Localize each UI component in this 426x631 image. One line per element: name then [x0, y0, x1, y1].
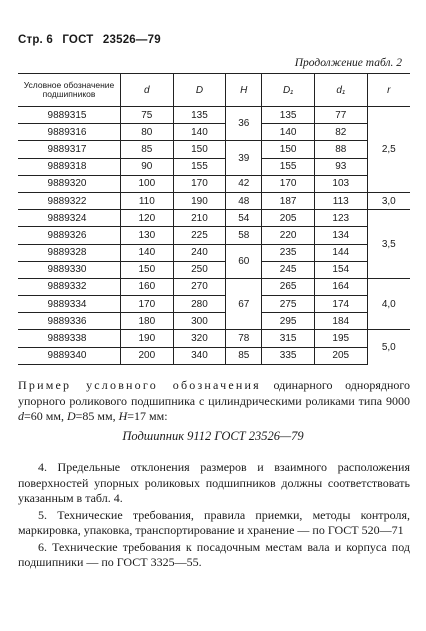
cell-H: 36 [226, 107, 262, 141]
table-row [18, 296, 410, 313]
cell-d1: 77 [314, 107, 367, 124]
cell-d1: 164 [314, 278, 367, 295]
page-label: Стр. 6 [18, 34, 53, 46]
column-header-D1: D₁ [262, 74, 315, 107]
column-header-designation: Условное обозначение подшипников [18, 74, 121, 107]
cell-D: 280 [173, 296, 226, 313]
table-row [18, 141, 410, 158]
cell-D: 300 [173, 313, 226, 330]
cell-H: 85 [226, 347, 262, 364]
cell-code: 9889330 [18, 261, 121, 278]
cell-d1: 88 [314, 141, 367, 158]
cell-H: 39 [226, 141, 262, 175]
cell-d1: 93 [314, 158, 367, 175]
table-row [18, 261, 410, 278]
cell-D: 240 [173, 244, 226, 261]
cell-d1: 144 [314, 244, 367, 261]
cell-D: 190 [173, 192, 226, 209]
cell-d1: 205 [314, 347, 367, 364]
example-d-symbol: d [18, 409, 24, 423]
cell-code: 9889318 [18, 158, 121, 175]
numbered-items [18, 460, 410, 572]
cell-H: 78 [226, 330, 262, 347]
cell-d1: 174 [314, 296, 367, 313]
table-header-row [18, 74, 410, 107]
cell-H: 58 [226, 227, 262, 244]
cell-code: 9889328 [18, 244, 121, 261]
cell-d: 150 [121, 261, 174, 278]
cell-D1: 275 [262, 296, 315, 313]
column-header-H: H [226, 74, 262, 107]
example-H-symbol: H [118, 409, 128, 423]
cell-D1: 235 [262, 244, 315, 261]
table-continuation-note: Продолжение табл. 2 [294, 57, 402, 69]
cell-D1: 155 [262, 158, 315, 175]
cell-d: 80 [121, 124, 174, 141]
cell-D1: 220 [262, 227, 315, 244]
cell-code: 9889326 [18, 227, 121, 244]
table-row [18, 124, 410, 141]
cell-d1: 154 [314, 261, 367, 278]
cell-D1: 315 [262, 330, 315, 347]
cell-D1: 265 [262, 278, 315, 295]
cell-H: 48 [226, 192, 262, 209]
column-header-D: D [173, 74, 226, 107]
example-heading: Пример условного обозначения [18, 378, 261, 392]
cell-d1: 195 [314, 330, 367, 347]
cell-r: 2,5 [367, 107, 410, 193]
cell-D: 270 [173, 278, 226, 295]
cell-H: 67 [226, 278, 262, 330]
cell-D: 170 [173, 175, 226, 192]
cell-d: 130 [121, 227, 174, 244]
cell-D1: 205 [262, 210, 315, 227]
standard-label: ГОСТ [62, 34, 94, 46]
cell-D1: 335 [262, 347, 315, 364]
item-6: 6. Технические требования к посадочным местам вала и корпуса под подшипники — по ГОСТ 3325—55. [18, 539, 410, 569]
example-D-symbol: D [66, 409, 76, 423]
cell-d1: 134 [314, 227, 367, 244]
cell-r: 5,0 [367, 330, 410, 364]
cell-d: 170 [121, 296, 174, 313]
cell-code: 9889320 [18, 175, 121, 192]
cell-D1: 170 [262, 175, 315, 192]
column-header-r: r [367, 74, 410, 107]
cell-D: 340 [173, 347, 226, 364]
table-row [18, 330, 410, 347]
cell-code: 9889317 [18, 141, 121, 158]
table-row [18, 227, 410, 244]
cell-code: 9889336 [18, 313, 121, 330]
cell-code: 9889324 [18, 210, 121, 227]
cell-d: 160 [121, 278, 174, 295]
example-paragraph [18, 378, 410, 425]
page-header [18, 34, 167, 46]
cell-d: 100 [121, 175, 174, 192]
cell-D: 225 [173, 227, 226, 244]
table-row [18, 107, 410, 124]
cell-d: 110 [121, 192, 174, 209]
cell-d: 200 [121, 347, 174, 364]
cell-code: 9889322 [18, 192, 121, 209]
cell-code: 9889334 [18, 296, 121, 313]
cell-r: 4,0 [367, 278, 410, 330]
cell-D: 135 [173, 107, 226, 124]
bearing-dimensions-table [18, 73, 410, 365]
cell-D: 250 [173, 261, 226, 278]
cell-d1: 123 [314, 210, 367, 227]
table-row [18, 347, 410, 364]
cell-d: 85 [121, 141, 174, 158]
cell-d1: 113 [314, 192, 367, 209]
cell-d: 120 [121, 210, 174, 227]
cell-D1: 150 [262, 141, 315, 158]
cell-D: 140 [173, 124, 226, 141]
cell-d: 190 [121, 330, 174, 347]
table-row [18, 210, 410, 227]
cell-D: 150 [173, 141, 226, 158]
example-d-value: =60 мм, [24, 409, 67, 423]
cell-d: 180 [121, 313, 174, 330]
cell-D: 155 [173, 158, 226, 175]
cell-code: 9889332 [18, 278, 121, 295]
example-text: одинарного однорядного упорного роликового подшипника с цилиндрическими роликами типа 9000 [18, 378, 410, 408]
standard-number: 23526—79 [102, 34, 161, 46]
cell-H: 42 [226, 175, 262, 192]
table-row [18, 244, 410, 261]
cell-D1: 295 [262, 313, 315, 330]
cell-code: 9889316 [18, 124, 121, 141]
column-header-d1: d₁ [314, 74, 367, 107]
bearing-designation: Подшипник 9112 ГОСТ 23526—79 [122, 429, 304, 443]
table-row [18, 192, 410, 209]
cell-r: 3,0 [367, 192, 410, 209]
cell-d: 140 [121, 244, 174, 261]
cell-H: 60 [226, 244, 262, 278]
cell-H: 54 [226, 210, 262, 227]
table-row [18, 175, 410, 192]
cell-D1: 245 [262, 261, 315, 278]
cell-d1: 184 [314, 313, 367, 330]
table-row [18, 313, 410, 330]
table-row [18, 158, 410, 175]
cell-d1: 103 [314, 175, 367, 192]
cell-d: 75 [121, 107, 174, 124]
cell-D1: 140 [262, 124, 315, 141]
cell-D: 320 [173, 330, 226, 347]
cell-r: 3,5 [367, 210, 410, 279]
example-D-value: =85 мм, [75, 409, 119, 423]
cell-code: 9889338 [18, 330, 121, 347]
example-H-value: =17 мм: [127, 409, 168, 423]
cell-code: 9889340 [18, 347, 121, 364]
cell-d: 90 [121, 158, 174, 175]
cell-d1: 82 [314, 124, 367, 141]
cell-D1: 135 [262, 107, 315, 124]
item-4: 4. Предельные отклонения размеров и взаимного расположения поверхностей упорных роликовых подшипников должны соответствовать указанным в табл. 4. [18, 460, 410, 505]
table-row [18, 278, 410, 295]
column-header-d: d [121, 74, 174, 107]
cell-D: 210 [173, 210, 226, 227]
item-5: 5. Технические требования, правила приемки, методы контроля, маркировка, упаковка, транспортирование и хранение — по ГОСТ 520—71 [18, 507, 410, 537]
cell-code: 9889315 [47, 109, 87, 121]
cell-D1: 187 [262, 192, 315, 209]
